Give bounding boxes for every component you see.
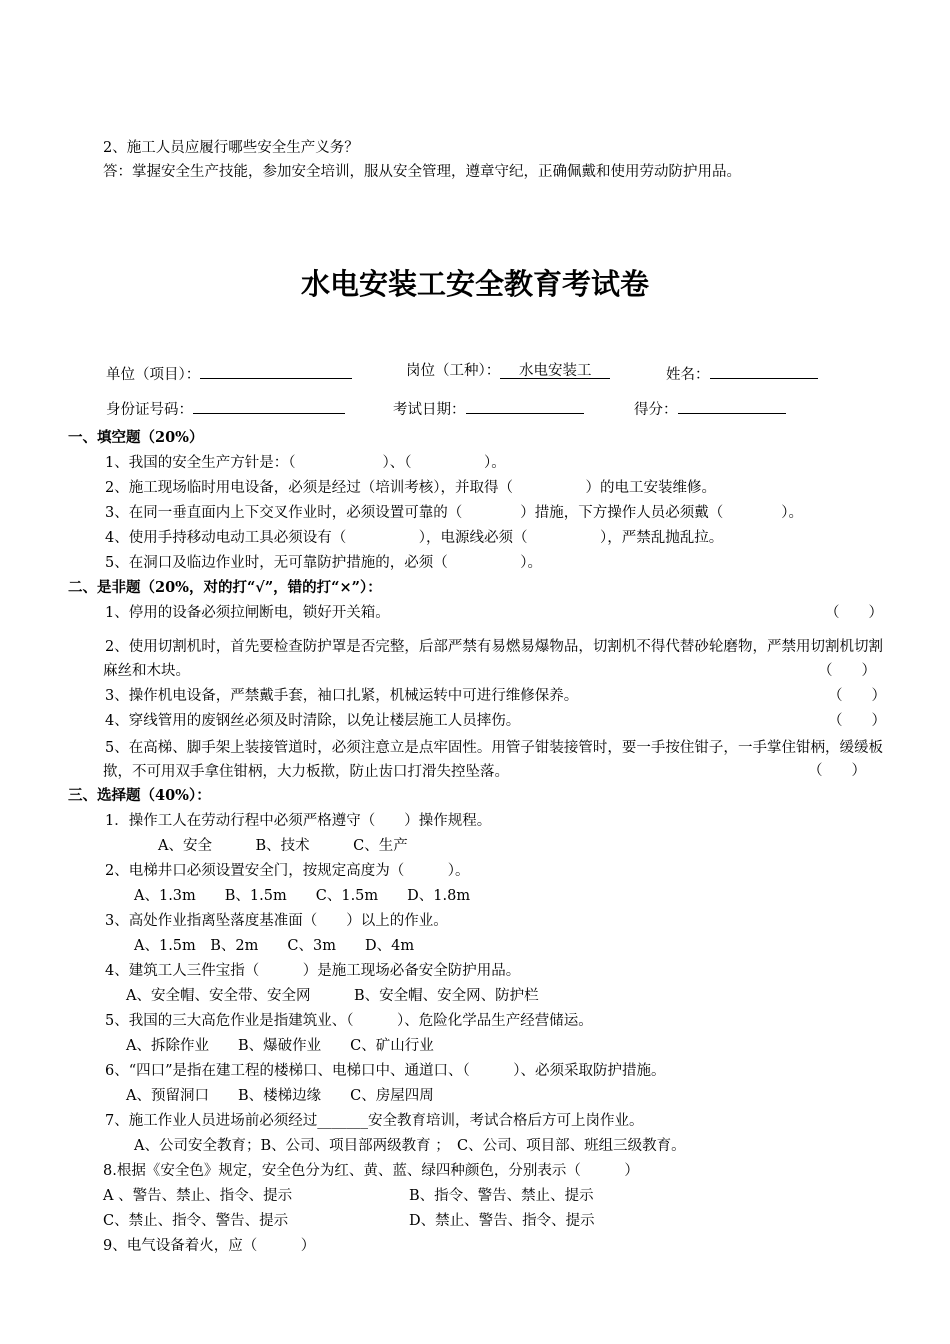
tf-answer-3[interactable]: （ ）: [828, 688, 886, 704]
mc-q1-options: A、安全 B、技术 C、生产: [158, 838, 408, 854]
tf-answer-4[interactable]: （ ）: [828, 713, 886, 729]
score-label: 得分：: [634, 402, 678, 418]
mc-q3: 3、高处作业指离坠落度基准面（ ）以上的作业。: [105, 913, 448, 929]
tf-answer-5[interactable]: （ ）: [808, 763, 866, 779]
tf-item-4: 4、穿线管用的废钢丝必须及时清除，以免让楼层施工人员摔伤。: [105, 713, 521, 729]
page-title: 水电安装工安全教育考试卷: [300, 267, 649, 301]
mc-q6-options: A、预留洞口 B、楼梯边缘 C、房屋四周: [126, 1088, 434, 1104]
mc-q7-options: A、公司安全教育；B、公司、项目部两级教育 ； C、公司、项目部、班组三级教育。: [134, 1138, 686, 1154]
tf-item-1: 1、停用的设备必须拉闸断电，锁好开关箱。: [105, 605, 390, 621]
fill-item-2: 2、施工现场临时用电设备，必须是经过（培训考核），并取得（ ）的电工安装维修。: [105, 480, 716, 496]
fill-item-5: 5、在洞口及临边作业时，无可靠防护措施的，必须（ ）。: [105, 555, 542, 571]
mc-q2: 2、电梯井口必须设置安全门，按规定高度为（ ）。: [105, 863, 470, 879]
intro-question: 2、施工人员应履行哪些安全生产义务？: [103, 140, 359, 156]
date-field[interactable]: [466, 396, 584, 414]
id-field[interactable]: [193, 396, 345, 414]
section2-heading: 二、是非题（20%，对的打“√”，错的打“×”）：: [68, 579, 382, 596]
mc-q5: 5、我国的三大高危作业是指建筑业、（ ）、危险化学品生产经营储运。: [105, 1013, 593, 1029]
tf-item-5: 5、在高梯、脚手架上装接管道时，必须注意立是点牢固性。用管子钳装接管时，要一手按住钳子，一手掌住钳柄，缓缓板揿，不可用双手拿住钳柄，大力板揿，防止齿口打滑失控坠落。: [103, 740, 883, 780]
unit-label: 单位（项目）：: [106, 367, 201, 383]
mc-q8-option-c: C、禁止、指令、警告、提示: [103, 1213, 289, 1229]
post-field[interactable]: [500, 361, 610, 379]
mc-q4-options: A、安全帽、安全带、安全网 B、安全帽、安全网、防护栏: [126, 988, 539, 1004]
mc-q5-options: A、拆除作业 B、爆破作业 C、矿山行业: [126, 1038, 434, 1054]
name-row: [666, 361, 818, 385]
section3-heading: 三、选择题（40%）：: [68, 787, 211, 804]
score-row: [634, 396, 786, 420]
mc-q7: 7、施工作业人员进场前必须经过_______安全教育培训，考试合格后方可上岗作业。: [105, 1113, 644, 1129]
mc-q3-options: A、1.5m B、2m C、3m D、4m: [134, 938, 415, 954]
id-label: 身份证号码：: [106, 402, 193, 418]
post-value: 水电安装工: [519, 363, 592, 379]
date-row: [393, 396, 584, 420]
post-row: [406, 361, 610, 381]
mc-q6: 6、“四口”是指在建工程的楼梯口、电梯口中、通道口、（ ）、必须采取防护措施。: [105, 1063, 666, 1079]
fill-item-4: 4、使用手持移动电动工具必须设有（ ），电源线必须（ ），严禁乱抛乱拉。: [105, 530, 724, 546]
tf-answer-2[interactable]: （ ）: [818, 663, 876, 679]
intro-answer: 答：掌握安全生产技能，参加安全培训，服从安全管理，遵章守纪，正确佩戴和使用劳动防护用品。: [103, 164, 741, 180]
tf-answer-1[interactable]: （ ）: [825, 605, 883, 621]
score-field[interactable]: [678, 396, 786, 414]
section1-heading: 一、填空题（20%）: [68, 429, 204, 446]
unit-field[interactable]: [200, 361, 352, 379]
unit-row: [106, 361, 352, 385]
mc-q8: 8.根据《安全色》规定，安全色分为红、黄、蓝、绿四种颜色，分别表示（ ）: [103, 1163, 639, 1179]
name-field[interactable]: [710, 361, 818, 379]
date-label: 考试日期：: [393, 402, 466, 418]
mc-q8-option-b: B、指令、警告、禁止、提示: [409, 1188, 594, 1204]
tf-item-3: 3、操作机电设备，严禁戴手套，袖口扎紧，机械运转中可进行维修保养。: [105, 688, 579, 704]
mc-q8-option-a: A 、警告、禁止、指令、提示: [103, 1188, 293, 1204]
id-row: [106, 396, 345, 420]
mc-q9: 9、电气设备着火，应（ ）: [103, 1238, 316, 1254]
fill-item-3: 3、在同一垂直面内上下交叉作业时，必须设置可靠的（ ）措施，下方操作人员必须戴（ ）。: [105, 505, 803, 521]
mc-q2-options: A、1.3m B、1.5m C、1.5m D、1.8m: [134, 888, 471, 904]
mc-q1: 1．操作工人在劳动行程中必须严格遵守（ ）操作规程。: [105, 813, 492, 829]
tf-item-2: 2、使用切割机时，首先要检查防护罩是否完整，后部严禁有易燃易爆物品，切割机不得代替砂轮磨物，严禁用切割机切割麻丝和木块。: [103, 639, 883, 679]
fill-item-1: 1、我国的安全生产方针是：（ ）、（ ）。: [105, 455, 506, 471]
post-label: 岗位（工种）：: [406, 363, 501, 379]
name-label: 姓名：: [666, 367, 710, 383]
mc-q4: 4、建筑工人三件宝指（ ）是施工现场必备安全防护用品。: [105, 963, 521, 979]
mc-q8-option-d: D、禁止、警告、指令、提示: [409, 1213, 595, 1229]
